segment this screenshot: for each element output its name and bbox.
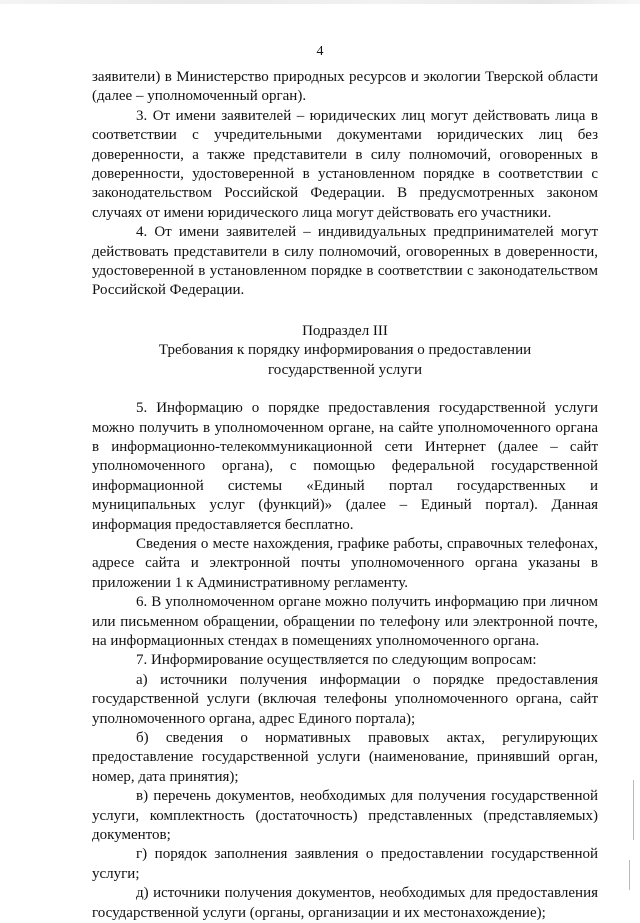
paragraph-4: 4. От имени заявителей – индивидуальных предпринимателей могут действовать представители в силу полномочий, оговоренных в доверенности, удостоверенной в установленном порядке в соответствии с законодательством Российской Федерации. (92, 224, 598, 299)
item-5-details: Сведения о месте нахождения, графике работы, справочных телефонах, адресе сайта и электронной почты уполномоченного органа указаны в приложении 1 к Административному регламенту. (92, 535, 598, 591)
paragraph-continuation: заявители) в Министерство природных ресурсов и экологии Тверской области (далее – уполномоченный орган). (92, 69, 598, 105)
page-number: 4 (316, 44, 324, 59)
item-7-a: а) источники получения информации о порядке предоставления государственной услуги (включая телефоны уполномоченного органа, сайт уполномоченного органа, адрес Единого портала); (92, 671, 598, 727)
subsection-title-line-2: государственной услуги (268, 361, 422, 378)
scan-edge-artifact (0, 0, 640, 4)
paragraph-3: 3. От имени заявителей – юридических лиц могут действовать лица в соответствии с учредительными документами юридических лиц без доверенности, а также представители в силу полномочий, оговоренных в доверенности, удостоверенной в установленном порядке в соответствии с законодательством Российской Федерации. В предусмотренных законом случаях от имени юридического лица могут действовать его участники. (92, 107, 598, 221)
item-7-v: в) перечень документов, необходимых для получения государственной услуги, комплектность (достаточность) представленных (представляемых) документов; (92, 788, 598, 844)
item-7-b: б) сведения о нормативных правовых актах, регулирующих предоставление государственной услуги (наименование, принявший орган, номер, дата принятия); (92, 730, 598, 785)
item-7-d: д) источники получения документов, необходимых для предоставления государственной услуги (органы, организации и их местонахождение); (92, 885, 598, 921)
item-6: 6. В уполномоченном органе можно получить информацию при личном или письменном обращении, обращении по телефону или электронной почте, на информационных стендах в помещениях уполномоченного органа. (92, 594, 598, 649)
item-5: 5. Информацию о порядке предоставления государственной услуги можно получить в уполномоченном органе, на сайте уполномоченного органа в информационно-телекоммуникационной сети Интернет (далее – сайт уполномоченного органа), с помощью федеральной государственной информационной системы «Единый портал государственных и муниципальных услуг (функций)» (далее – Единый портал). Данная информация предоставляется бесплатно. (92, 400, 598, 533)
subsection-heading: Подраздел III (302, 322, 388, 339)
scan-edge-mark (633, 780, 634, 840)
item-7: 7. Информирование осуществляется по следующим вопросам: (136, 652, 537, 669)
item-7-g: г) порядок заполнения заявления о предоставлении государственной услуги; (92, 846, 598, 882)
subsection-title-line-1: Требования к порядку информирования о предоставлении (158, 342, 532, 359)
scan-edge-mark (629, 860, 630, 890)
document-body (92, 68, 598, 923)
